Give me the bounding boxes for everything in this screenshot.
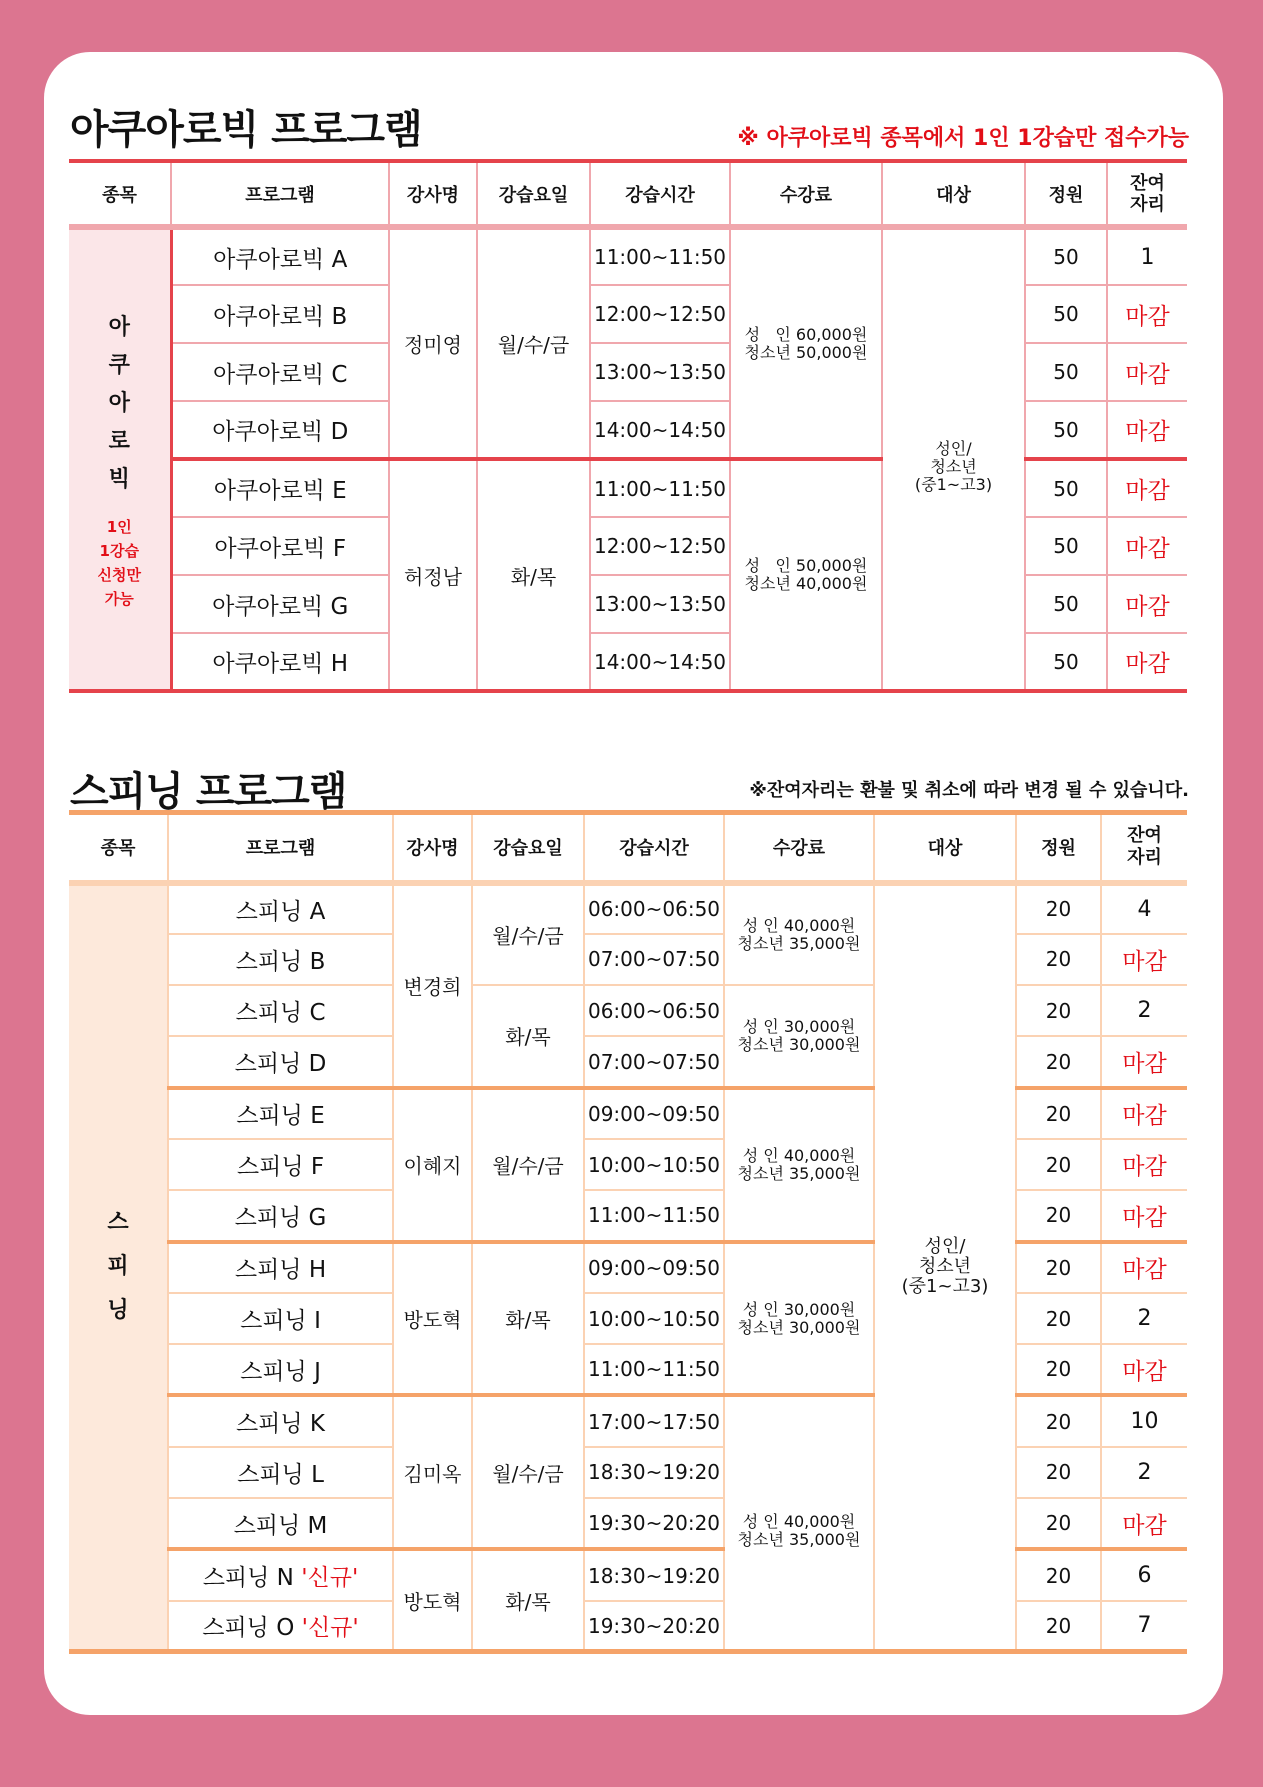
time-cell: 06:00~06:50: [584, 883, 724, 934]
table-row: [69, 1088, 1187, 1139]
remaining-cell: 마감: [1107, 401, 1187, 459]
header-days: 강습요일: [472, 813, 584, 883]
remaining-cell: 마감: [1101, 1036, 1187, 1087]
program-cell: 스피닝 K: [168, 1395, 393, 1446]
program-cell: 스피닝 O '신규': [168, 1601, 393, 1652]
spin-schedule-table: [69, 810, 1187, 1654]
program-cell: 스피닝 C: [168, 985, 393, 1036]
days-cell: 화/목: [472, 985, 584, 1088]
instructor-cell: 방도혁: [393, 1242, 472, 1396]
program-cell: 스피닝 E: [168, 1088, 393, 1139]
program-cell: 스피닝 L: [168, 1447, 393, 1498]
remaining-cell: 마감: [1101, 1190, 1187, 1241]
table-row: [69, 883, 1187, 934]
time-cell: 14:00~14:50: [590, 633, 730, 691]
time-cell: 10:00~10:50: [584, 1139, 724, 1190]
header-remaining: 잔여 자리: [1101, 813, 1187, 883]
table-row: [69, 1447, 1187, 1498]
remaining-cell: 마감: [1107, 285, 1187, 343]
header-program: 프로그램: [171, 161, 389, 227]
capacity-cell: 20: [1016, 1088, 1101, 1139]
program-cell: 스피닝 N '신규': [168, 1549, 393, 1600]
days-cell: 화/목: [472, 1549, 584, 1652]
instructor-cell: 김미옥: [393, 1395, 472, 1549]
time-cell: 18:30~19:20: [584, 1447, 724, 1498]
program-cell: 아쿠아로빅 D: [171, 401, 389, 459]
capacity-cell: 20: [1016, 1190, 1101, 1241]
time-cell: 07:00~07:50: [584, 934, 724, 985]
instructor-cell: 이혜지: [393, 1088, 472, 1242]
program-cell: 스피닝 H: [168, 1242, 393, 1293]
table-row: [69, 1036, 1187, 1087]
table-row: [69, 227, 1187, 285]
time-cell: 13:00~13:50: [590, 343, 730, 401]
program-cell: 아쿠아로빅 C: [171, 343, 389, 401]
header-target: 대상: [882, 161, 1025, 227]
capacity-cell: 50: [1025, 285, 1107, 343]
table-row: [69, 934, 1187, 985]
table-row: [69, 1139, 1187, 1190]
instructor-cell: 정미영: [389, 227, 477, 459]
capacity-cell: 20: [1016, 1447, 1101, 1498]
days-cell: 월/수/금: [472, 1395, 584, 1549]
remaining-cell: 6: [1101, 1549, 1187, 1600]
fee-cell: 성 인 60,000원 청소년 50,000원: [730, 227, 882, 459]
time-cell: 18:30~19:20: [584, 1549, 724, 1600]
header-days: 강습요일: [477, 161, 590, 227]
remaining-cell: 2: [1101, 1447, 1187, 1498]
capacity-cell: 50: [1025, 227, 1107, 285]
remaining-cell: 마감: [1101, 1498, 1187, 1549]
category-cell: 스 피 닝: [69, 883, 168, 1652]
program-cell: 아쿠아로빅 G: [171, 575, 389, 633]
program-cell: 아쿠아로빅 E: [171, 459, 389, 517]
time-cell: 09:00~09:50: [584, 1088, 724, 1139]
capacity-cell: 20: [1016, 1498, 1101, 1549]
header-time: 강습시간: [590, 161, 730, 227]
time-cell: 07:00~07:50: [584, 1036, 724, 1087]
capacity-cell: 20: [1016, 883, 1101, 934]
capacity-cell: 20: [1016, 1242, 1101, 1293]
table-header-row: [69, 161, 1187, 227]
days-cell: 월/수/금: [477, 227, 590, 459]
spin-section-title: 스피닝 프로그램: [70, 769, 347, 815]
remaining-cell: 마감: [1101, 934, 1187, 985]
days-cell: 화/목: [477, 459, 590, 691]
remaining-cell: 마감: [1107, 459, 1187, 517]
header-program: 프로그램: [168, 813, 393, 883]
header-capacity: 정원: [1025, 161, 1107, 227]
days-cell: 화/목: [472, 1242, 584, 1396]
instructor-cell: 변경희: [393, 883, 472, 1088]
time-cell: 11:00~11:50: [584, 1190, 724, 1241]
new-tag: '신규': [301, 1565, 359, 1591]
program-cell: 스피닝 B: [168, 934, 393, 985]
remaining-cell: 7: [1101, 1601, 1187, 1652]
time-cell: 11:00~11:50: [590, 227, 730, 285]
capacity-cell: 20: [1016, 934, 1101, 985]
fee-cell: 성 인 40,000원 청소년 35,000원: [724, 883, 874, 986]
remaining-cell: 마감: [1107, 575, 1187, 633]
program-cell: 스피닝 J: [168, 1344, 393, 1395]
time-cell: 11:00~11:50: [584, 1344, 724, 1395]
program-cell: 스피닝 G: [168, 1190, 393, 1241]
table-row: [69, 985, 1187, 1036]
aqua-notice: ※ 아쿠아로빅 종목에서 1인 1강습만 접수가능: [737, 126, 1189, 151]
time-cell: 12:00~12:50: [590, 517, 730, 575]
fee-cell: 성 인 30,000원 청소년 30,000원: [724, 985, 874, 1088]
time-cell: 17:00~17:50: [584, 1395, 724, 1446]
capacity-cell: 20: [1016, 1036, 1101, 1087]
category-cell: 아 쿠 아 로 빅 1인 1강습 신청만 가능: [69, 227, 171, 691]
days-cell: 월/수/금: [472, 883, 584, 986]
fee-cell: 성 인 30,000원 청소년 30,000원: [724, 1242, 874, 1396]
program-cell: 아쿠아로빅 B: [171, 285, 389, 343]
category-note: 1인 1강습 신청만 가능: [97, 517, 141, 608]
header-fee: 수강료: [724, 813, 874, 883]
remaining-cell: 마감: [1107, 633, 1187, 691]
aqua-section-title: 아쿠아로빅 프로그램: [70, 107, 422, 153]
fee-cell: 성 인 50,000원 청소년 40,000원: [730, 459, 882, 691]
instructor-cell: 방도혁: [393, 1549, 472, 1652]
header-instructor: 강사명: [393, 813, 472, 883]
remaining-cell: 2: [1101, 1293, 1187, 1344]
new-tag: '신규': [301, 1615, 359, 1642]
aqua-schedule-table: [69, 159, 1187, 693]
capacity-cell: 50: [1025, 575, 1107, 633]
days-cell: 월/수/금: [472, 1088, 584, 1242]
program-cell: 아쿠아로빅 A: [171, 227, 389, 285]
fee-cell: 성 인 40,000원 청소년 35,000원: [724, 1088, 874, 1242]
header-instructor: 강사명: [389, 161, 477, 227]
remaining-cell: 마감: [1101, 1344, 1187, 1395]
table-row: [69, 1601, 1187, 1652]
time-cell: 10:00~10:50: [584, 1293, 724, 1344]
remaining-cell: 마감: [1101, 1139, 1187, 1190]
capacity-cell: 20: [1016, 1549, 1101, 1600]
capacity-cell: 50: [1025, 459, 1107, 517]
remaining-cell: 마감: [1101, 1088, 1187, 1139]
header-category: 종목: [69, 813, 168, 883]
table-row: [69, 1395, 1187, 1446]
capacity-cell: 50: [1025, 633, 1107, 691]
target-cell: 성인/ 청소년 (중1~고3): [874, 883, 1016, 1652]
table-row: [69, 1344, 1187, 1395]
time-cell: 19:30~20:20: [584, 1601, 724, 1652]
capacity-cell: 20: [1016, 1395, 1101, 1446]
table-row: [69, 1190, 1187, 1241]
spin-notice: ※잔여자리는 환불 및 취소에 따라 변경 될 수 있습니다.: [749, 780, 1189, 801]
table-row: [69, 1549, 1187, 1600]
header-fee: 수강료: [730, 161, 882, 227]
remaining-cell: 2: [1101, 985, 1187, 1036]
capacity-cell: 50: [1025, 401, 1107, 459]
capacity-cell: 20: [1016, 985, 1101, 1036]
remaining-cell: 1: [1107, 227, 1187, 285]
instructor-cell: 허정남: [389, 459, 477, 691]
time-cell: 09:00~09:50: [584, 1242, 724, 1293]
program-cell: 스피닝 I: [168, 1293, 393, 1344]
remaining-cell: 마감: [1107, 343, 1187, 401]
remaining-cell: 마감: [1101, 1242, 1187, 1293]
remaining-cell: 4: [1101, 883, 1187, 934]
program-cell: 스피닝 A: [168, 883, 393, 934]
table-header-row: [69, 813, 1187, 883]
fee-cell: 성 인 40,000원 청소년 35,000원: [724, 1395, 874, 1651]
program-cell: 아쿠아로빅 F: [171, 517, 389, 575]
time-cell: 14:00~14:50: [590, 401, 730, 459]
time-cell: 13:00~13:50: [590, 575, 730, 633]
header-remaining: 잔여 자리: [1107, 161, 1187, 227]
remaining-cell: 마감: [1107, 517, 1187, 575]
remaining-cell: 10: [1101, 1395, 1187, 1446]
time-cell: 06:00~06:50: [584, 985, 724, 1036]
capacity-cell: 20: [1016, 1139, 1101, 1190]
table-row: [69, 1293, 1187, 1344]
table-row: [69, 1242, 1187, 1293]
program-cell: 스피닝 M: [168, 1498, 393, 1549]
target-cell: 성인/ 청소년 (중1~고3): [882, 227, 1025, 691]
capacity-cell: 50: [1025, 343, 1107, 401]
header-capacity: 정원: [1016, 813, 1101, 883]
header-time: 강습시간: [584, 813, 724, 883]
header-category: 종목: [69, 161, 171, 227]
capacity-cell: 50: [1025, 517, 1107, 575]
capacity-cell: 20: [1016, 1344, 1101, 1395]
capacity-cell: 20: [1016, 1293, 1101, 1344]
time-cell: 12:00~12:50: [590, 285, 730, 343]
program-cell: 스피닝 F: [168, 1139, 393, 1190]
time-cell: 11:00~11:50: [590, 459, 730, 517]
table-row: [69, 1498, 1187, 1549]
program-cell: 스피닝 D: [168, 1036, 393, 1087]
time-cell: 19:30~20:20: [584, 1498, 724, 1549]
program-cell: 아쿠아로빅 H: [171, 633, 389, 691]
capacity-cell: 20: [1016, 1601, 1101, 1652]
header-target: 대상: [874, 813, 1016, 883]
